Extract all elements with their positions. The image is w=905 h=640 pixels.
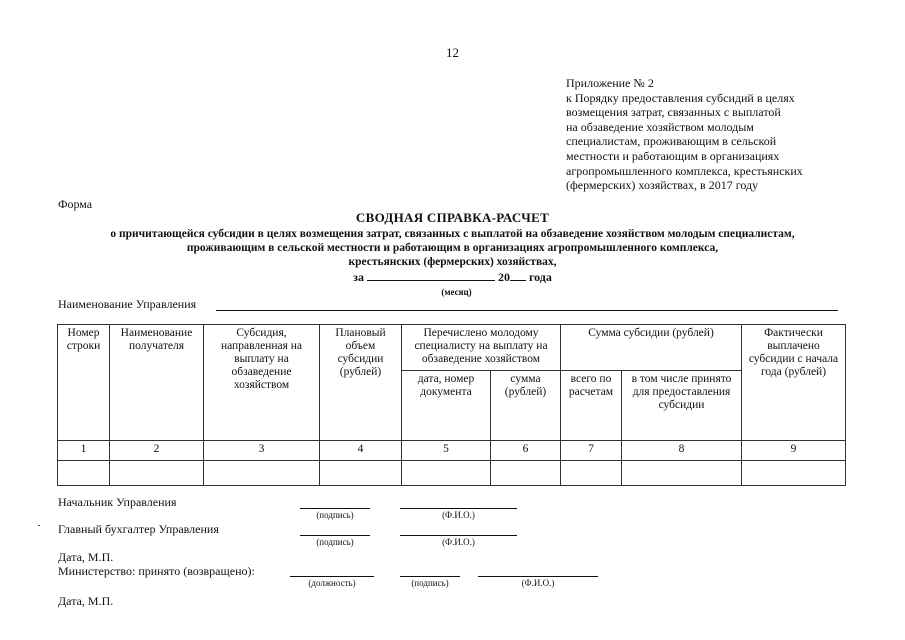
document-title: СВОДНАЯ СПРАВКА-РАСЧЕТ	[355, 210, 550, 225]
signature-caption: (подпись)	[316, 537, 354, 547]
appendix-line: (фермерских) хозяйствах, в 2017 году	[566, 178, 759, 193]
column-number: 1	[58, 441, 110, 461]
fio-caption: (Ф.И.О.)	[442, 537, 475, 547]
year-blank[interactable]	[510, 270, 526, 281]
column-number: 8	[622, 441, 742, 461]
form-label: Форма	[58, 197, 93, 211]
empty-cell[interactable]	[320, 461, 402, 486]
fio-caption: (Ф.И.О.)	[521, 578, 555, 588]
head-signature-line[interactable]	[300, 508, 370, 509]
appendix-line: возмещения затрат, связанных с выплатой	[566, 105, 781, 120]
column-number: 4	[320, 441, 402, 461]
column-number: 9	[742, 441, 846, 461]
accountant-fio-line[interactable]	[400, 535, 517, 536]
period-prefix: за	[353, 270, 364, 284]
header-subsidy-amount-group: Сумма субсидии (рублей)	[561, 325, 742, 371]
calculation-table	[57, 324, 846, 486]
signature-caption: (подпись)	[411, 578, 449, 588]
subtitle-line: проживающим в сельской местности и работающим в организациях агропромышленного комплекса,	[186, 242, 719, 254]
margin-mark	[38, 525, 40, 526]
header-date-document: дата, номер документа	[402, 371, 491, 441]
period-line	[0, 270, 905, 285]
appendix-line: Приложение № 2	[566, 76, 654, 90]
empty-cell[interactable]	[742, 461, 846, 486]
fio-caption: (Ф.И.О.)	[442, 510, 475, 520]
header-transferred-group: Перечислено молодому специалисту на выплату на обзаведение хозяйством	[402, 325, 561, 371]
signature-caption: (подпись)	[316, 510, 354, 520]
header-recipient: Наименование получателя	[110, 325, 204, 441]
appendix-line: специалистам, проживающим в сельской	[566, 134, 777, 149]
header-sum: сумма (рублей)	[491, 371, 561, 441]
department-label: Наименование Управления	[58, 297, 197, 311]
head-fio-line[interactable]	[400, 508, 517, 509]
head-label: Начальник Управления	[58, 495, 177, 509]
column-number: 5	[402, 441, 491, 461]
empty-cell[interactable]	[402, 461, 491, 486]
month-caption: (месяц)	[441, 287, 472, 297]
empty-cell[interactable]	[622, 461, 742, 486]
header-total-calc: всего по расчетам	[561, 371, 622, 441]
ministry-label: Министерство: принято (возвращено):	[58, 564, 255, 578]
date-stamp-label: Дата, М.П.	[58, 594, 114, 608]
date-stamp-label: Дата, М.П.	[58, 550, 114, 564]
position-caption: (должность)	[308, 578, 356, 588]
page-number: 12	[446, 45, 459, 60]
accountant-label: Главный бухгалтер Управления	[58, 522, 219, 536]
month-blank[interactable]	[367, 270, 495, 281]
header-line-number: Номер строки	[58, 325, 110, 441]
empty-cell[interactable]	[58, 461, 110, 486]
empty-cell[interactable]	[204, 461, 320, 486]
header-planned-volume: Плановый объем субсидии (рублей)	[320, 325, 402, 441]
ministry-signature-line[interactable]	[400, 576, 460, 577]
ministry-fio-line[interactable]	[478, 576, 598, 577]
accountant-signature-line[interactable]	[300, 535, 370, 536]
column-number: 2	[110, 441, 204, 461]
ministry-position-line[interactable]	[290, 576, 374, 577]
year-prefix: 20	[497, 270, 510, 284]
column-number: 7	[561, 441, 622, 461]
subtitle-line: крестьянских (фермерских) хозяйствах,	[348, 256, 557, 268]
header-subsidy-directed: Субсидия, направленная на выплату на обзаведение хозяйством	[204, 325, 320, 441]
empty-cell[interactable]	[561, 461, 622, 486]
appendix-line: на обзаведение хозяйством молодым	[566, 119, 754, 134]
appendix-line: к Порядку предоставления субсидий в целях	[566, 90, 795, 105]
header-actually-paid: Фактически выплачено субсидии с начала года (рублей)	[742, 325, 846, 441]
department-blank[interactable]	[216, 310, 838, 311]
column-number: 3	[204, 441, 320, 461]
appendix-line: местности и работающим в организациях	[566, 148, 780, 163]
appendix-line: агропромышленного комплекса, крестьянских	[566, 163, 803, 178]
empty-cell[interactable]	[491, 461, 561, 486]
year-suffix: года	[528, 270, 552, 284]
subtitle-line: о причитающейся субсидии в целях возмещения затрат, связанных с выплатой на обзаведение хозяйством молодым специалистам,	[110, 228, 795, 240]
header-accepted: в том числе принято для предоставления субсидии	[622, 371, 742, 441]
table-row	[58, 461, 846, 486]
appendix-note	[566, 76, 856, 193]
empty-cell[interactable]	[110, 461, 204, 486]
column-number: 6	[491, 441, 561, 461]
